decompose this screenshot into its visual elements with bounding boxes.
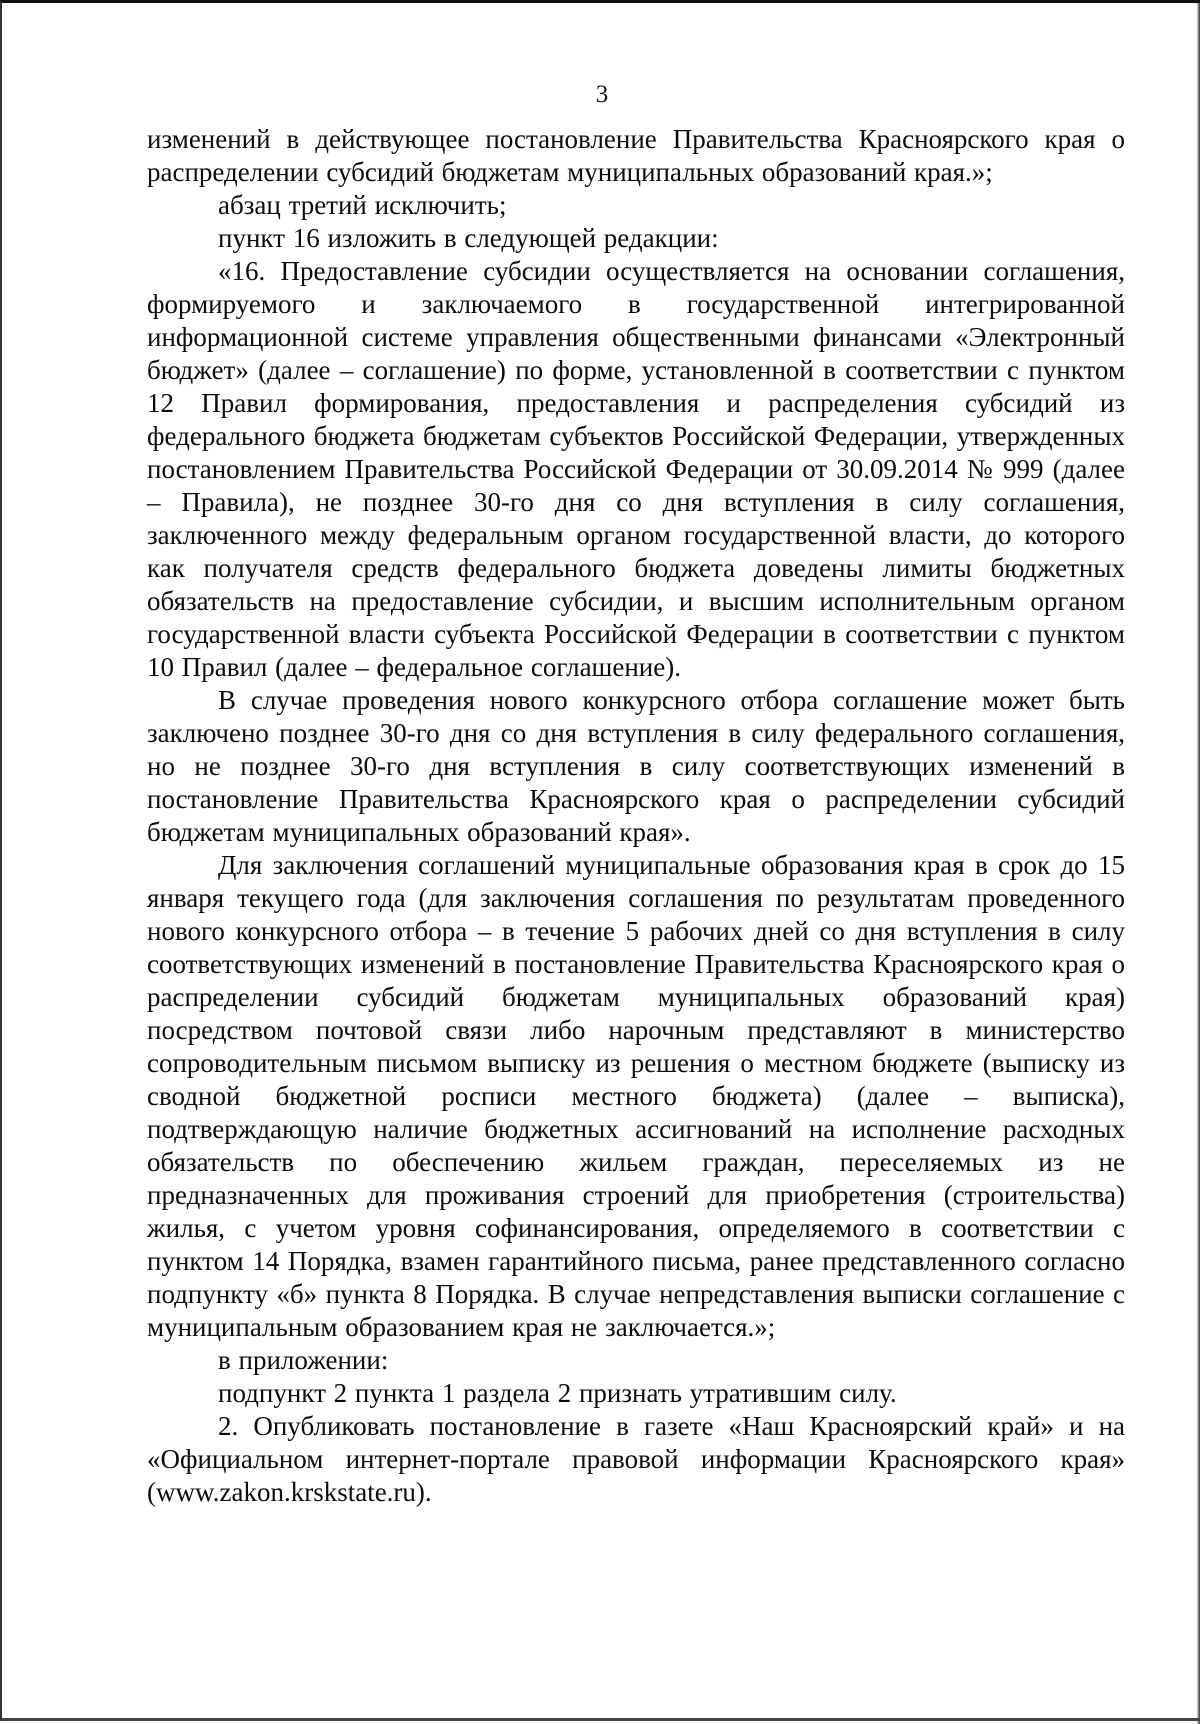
paragraph-6: Для заключения соглашений муниципальные образования края в срок до 15 января текущего года (для заключения соглашения по результатам проведенного нового конкурсного отбора – в течение 5 рабочих дней со дня вступления в силу соответствующих изменений в постановление Правительства Красноярского края о распределении субсидий бюджетам муниципальных образований края) посредством почтовой связи либо нарочным представляют в министерство сопроводительным письмом выписку из решения о местном бюджете (выписку из сводной бюджетной росписи местного бюджета) (далее – выписка), подтверждающую наличие бюджетных ассигнований на исполнение расходных обязательств по обеспечению жильем граждан, переселяемых из не предназначенных для проживания строений для приобретения (строительства) жилья, с учетом уровня софинансирования, определяемого в соответствии с пунктом 14 Порядка, взамен гарантийного письма, ранее представленного согласно подпункту «б» пункта 8 Порядка. В случае непредставления выписки соглашение с муниципальным образованием края не заключается.»; xyxy=(147,850,1125,1342)
paragraph-2: абзац третий исключить; xyxy=(218,190,507,220)
paragraph-9: 2. Опубликовать постановление в газете «Наш Красноярский край» и на «Официальном интернет-портале правовой информации Красноярского края» (www.zakon.krskstate.ru). xyxy=(147,1411,1125,1507)
page-number: 3 xyxy=(595,81,609,108)
paragraph-8: подпункт 2 пункта 1 раздела 2 признать утратившим силу. xyxy=(218,1378,897,1408)
paragraph-3: пункт 16 изложить в следующей редакции: xyxy=(218,223,719,253)
paragraph-4: «16. Предоставление субсидии осуществляется на основании соглашения, формируемого и заключаемого в государственной интегрированной информационной системе управления общественными финансами «Электронный бюджет» (далее – соглашение) по форме, установленной в соответствии с пунктом 12 Правил формирования, предоставления и распределения субсидий из федерального бюджета бюджетам субъектов Российской Федерации, утвержденных постановлением Правительства Российской Федерации от 30.09.2014 № 999 (далее – Правила), не позднее 30-го дня со дня вступления в силу соглашения, заключенного между федеральным органом государственной власти, до которого как получателя средств федерального бюджета доведены лимиты бюджетных обязательств на предоставление субсидии, и высшим исполнительным органом государственной власти субъекта Российской Федерации в соответствии с пунктом 10 Правил (далее – федеральное соглашение). xyxy=(147,256,1125,682)
paragraph-7: в приложении: xyxy=(218,1345,389,1375)
paragraph-1: изменений в действующее постановление Правительства Красноярского края о распределении субсидий бюджетам муниципальных образований края.»; xyxy=(147,124,1125,187)
paragraph-5: В случае проведения нового конкурсного отбора соглашение может быть заключено позднее 30-го дня со дня вступления в силу федерального соглашения, но не позднее 30-го дня вступления в силу соответствующих изменений в постановление Правительства Красноярского края о распределении субсидий бюджетам муниципальных образований края». xyxy=(147,685,1125,847)
document-body xyxy=(147,123,1125,1509)
